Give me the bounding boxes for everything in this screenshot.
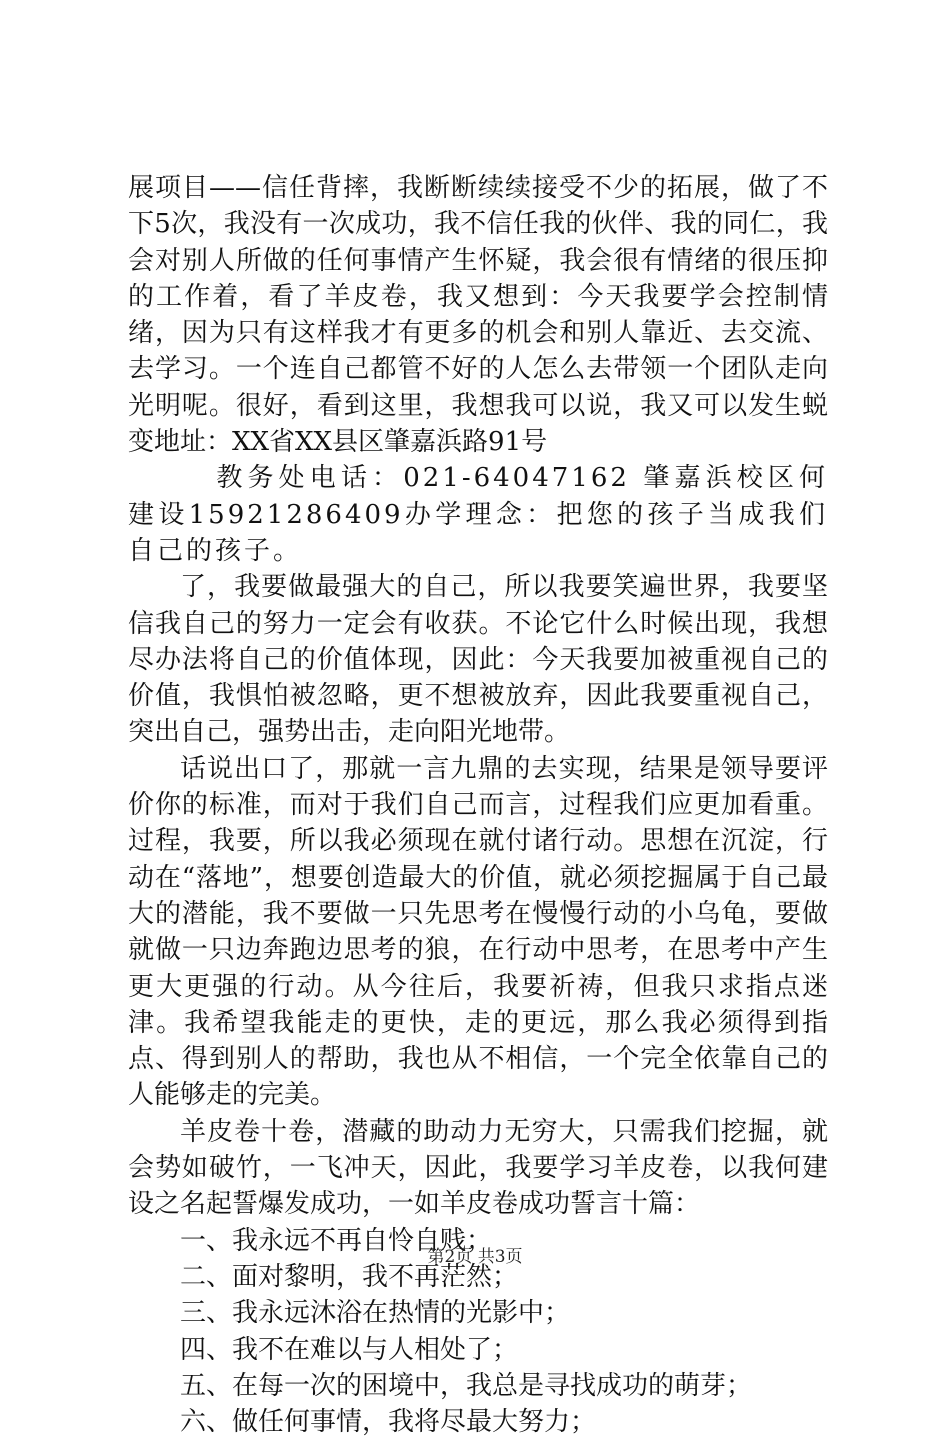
paragraph-4: 话说出口了，那就一言九鼎的去实现，结果是领导要评价你的标准，而对于我们自己而言，过程我们应更加看重。过程，我要，所以我必须现在就付诸行动。思想在沉淀，行动在“落地”，想要创造最大的价值，就必须挖掘属于自己最大的潜能，我不要做一只先思考在慢慢行动的小乌龟，要做就做一只边奔跑边思考的狼，在行动中思考，在思考中产生更大更强的行动。从今往后，我要祈祷，但我只求指点迷津。我希望我能走的更快，走的更远，那么我必须得到指点、得到别人的帮助，我也从不相信，一个完全依靠自己的人能够走的完美。 — [128, 753, 828, 1111]
oath-item-3: 三、我永远沐浴在热情的光影中； — [180, 1298, 571, 1329]
paragraph-5: 羊皮卷十卷，潜藏的助动力无穷大，只需我们挖掘，就会势如破竹，一飞冲天，因此，我要学习羊皮卷，以我何建设之名起誓爆发成功，一如羊皮卷成功誓言十篇： — [128, 1116, 828, 1220]
oath-item-1: 一、我永远不再自怜自贱； — [180, 1225, 493, 1256]
paragraph-1: 展项目——信任背摔，我断断续续接受不少的拓展，做了不下5次，我没有一次成功，我不信任我的伙伴、我的同仁，我会对别人所做的任何事情产生怀疑，我会很有情绪的很压抑的工作着，看了羊皮卷，我又想到：今天我要学会控制情绪，因为只有这样我才有更多的机会和别人靠近、去交流、去学习。一个连自己都管不好的人怎么去带领一个团队走向光明呢。很好，看到这里，我想我可以说，我又可以发生蜕变地址：XX省XX县区肇嘉浜路91号 — [128, 173, 828, 458]
oath-item-6: 六、做任何事情，我将尽最大努力； — [180, 1407, 597, 1438]
page-footer: 第2页 共3页 — [427, 1247, 523, 1267]
contact-paragraph: 教务处电话：021-64047162 肇嘉浜校区何建设15921286409办学理念：把您的孩子当成我们自己的孩子。 — [128, 463, 828, 566]
paragraph-3: 了，我要做最强大的自己，所以我要笑遍世界，我要坚信我自己的努力一定会有收获。不论它什么时候出现，我想尽办法将自己的价值体现，因此：今天我要加被重视自己的价值，我惧怕被忽略，更不想被放弃，因此我要重视自己，突出自己，强势出击，走向阳光地带。 — [128, 572, 828, 748]
oath-item-4: 四、我不在难以与人相处了； — [180, 1334, 519, 1365]
oath-item-5: 五、在每一次的困境中，我总是寻找成功的萌芽； — [180, 1370, 753, 1401]
oath-item-2: 二、面对黎明，我不再茫然； — [180, 1261, 519, 1292]
